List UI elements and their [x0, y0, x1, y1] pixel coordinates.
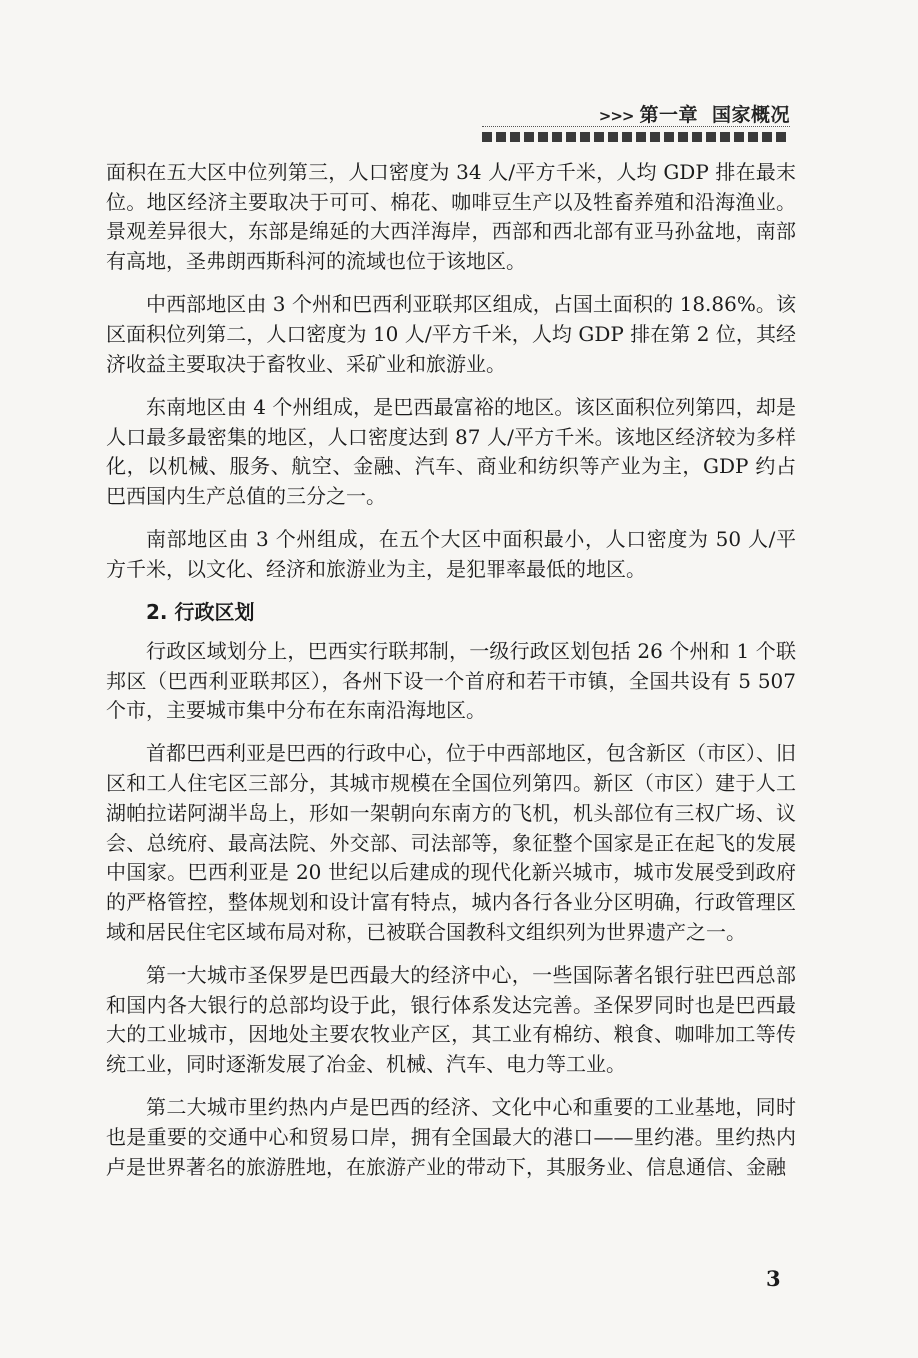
- section-heading: 2. 行政区划: [146, 600, 255, 625]
- running-header: [599, 100, 790, 127]
- paragraph-southeast: 东南地区由 4 个州组成，是巴西最富裕的地区。该区面积位列第四，却是人口最多最密集的地区，人口密度达到 87 人/平方千米。该地区经济较为多样化，以机械、服务、航空、金融、汽车、商业和纺织等产业为主，GDP 约占巴西国内生产总值的三分之一。: [106, 394, 796, 509]
- paragraph-sao-paulo: 第一大城市圣保罗是巴西最大的经济中心，一些国际著名银行驻巴西总部和国内各大银行的总部均设于此，银行体系发达完善。圣保罗同时也是巴西最大的工业城市，因地处主要农牧业产区，其工业有棉纺、粮食、咖啡加工等传统工业，同时逐渐发展了冶金、机械、汽车、电力等工业。: [106, 962, 796, 1076]
- paragraph-administrative-division: 行政区域划分上，巴西实行联邦制，一级行政区划包括 26 个州和 1 个联邦区（巴西利亚联邦区），各州下设一个首府和若干市镇，全国共设有 5 507 个市，主要城市集中分布在东南沿海地区。: [106, 638, 796, 723]
- paragraph-northeast-continued: 面积在五大区中位列第三，人口密度为 34 人/平方千米，人均 GDP 排在最末位。地区经济主要取决于可可、棉花、咖啡豆生产以及牲畜养殖和沿海渔业。景观差异很大，东部是绵延的大西洋海岸，西部和西北部有亚马孙盆地，南部有高地，圣弗朗西斯科河的流域也位于该地区。: [106, 160, 796, 274]
- page-number: 3: [766, 1266, 781, 1291]
- paragraph-rio: 第二大城市里约热内卢是巴西的经济、文化中心和重要的工业基地，同时也是重要的交通中心和贸易口岸，拥有全国最大的港口——里约港。里约热内卢是世界著名的旅游胜地，在旅游产业的带动下，其服务业、信息通信、金融: [106, 1095, 796, 1179]
- header-dotted-rule: [482, 126, 790, 127]
- header-block-rule: [482, 132, 790, 142]
- page-body: [106, 158, 796, 1182]
- paragraph-central-west: 中西部地区由 3 个州和巴西利亚联邦区组成，占国土面积的 18.86%。该区面积位列第二，人口密度为 10 人/平方千米，人均 GDP 排在第 2 位，其经济收益主要取决于畜牧业、采矿业和旅游业。: [106, 292, 796, 376]
- header-arrows: >>>: [598, 107, 634, 125]
- chapter-title: 国家概况: [711, 104, 790, 126]
- chapter-label: 第一章: [639, 104, 698, 126]
- paragraph-brasilia: 首都巴西利亚是巴西的行政中心，位于中西部地区，包含新区（市区）、旧区和工人住宅区三部分，其城市规模在全国位列第四。新区（市区）建于人工湖帕拉诺阿湖半岛上，形如一架朝向东南方的飞机，机头部位有三权广场、议会、总统府、最高法院、外交部、司法部等，象征整个国家是正在起飞的发展中国家。巴西利亚是 20 世纪以后建成的现代化新兴城市，城市发展受到政府的严格管控，整体规划和设计富有特点，城内各行各业分区明确，行政管理区域和居民住宅区域布局对称，已被联合国教科文组织列为世界遗产之一。: [106, 741, 796, 944]
- paragraph-south: 南部地区由 3 个州组成，在五个大区中面积最小，人口密度为 50 人/平方千米，以文化、经济和旅游业为主，是犯罪率最低的地区。: [106, 527, 796, 581]
